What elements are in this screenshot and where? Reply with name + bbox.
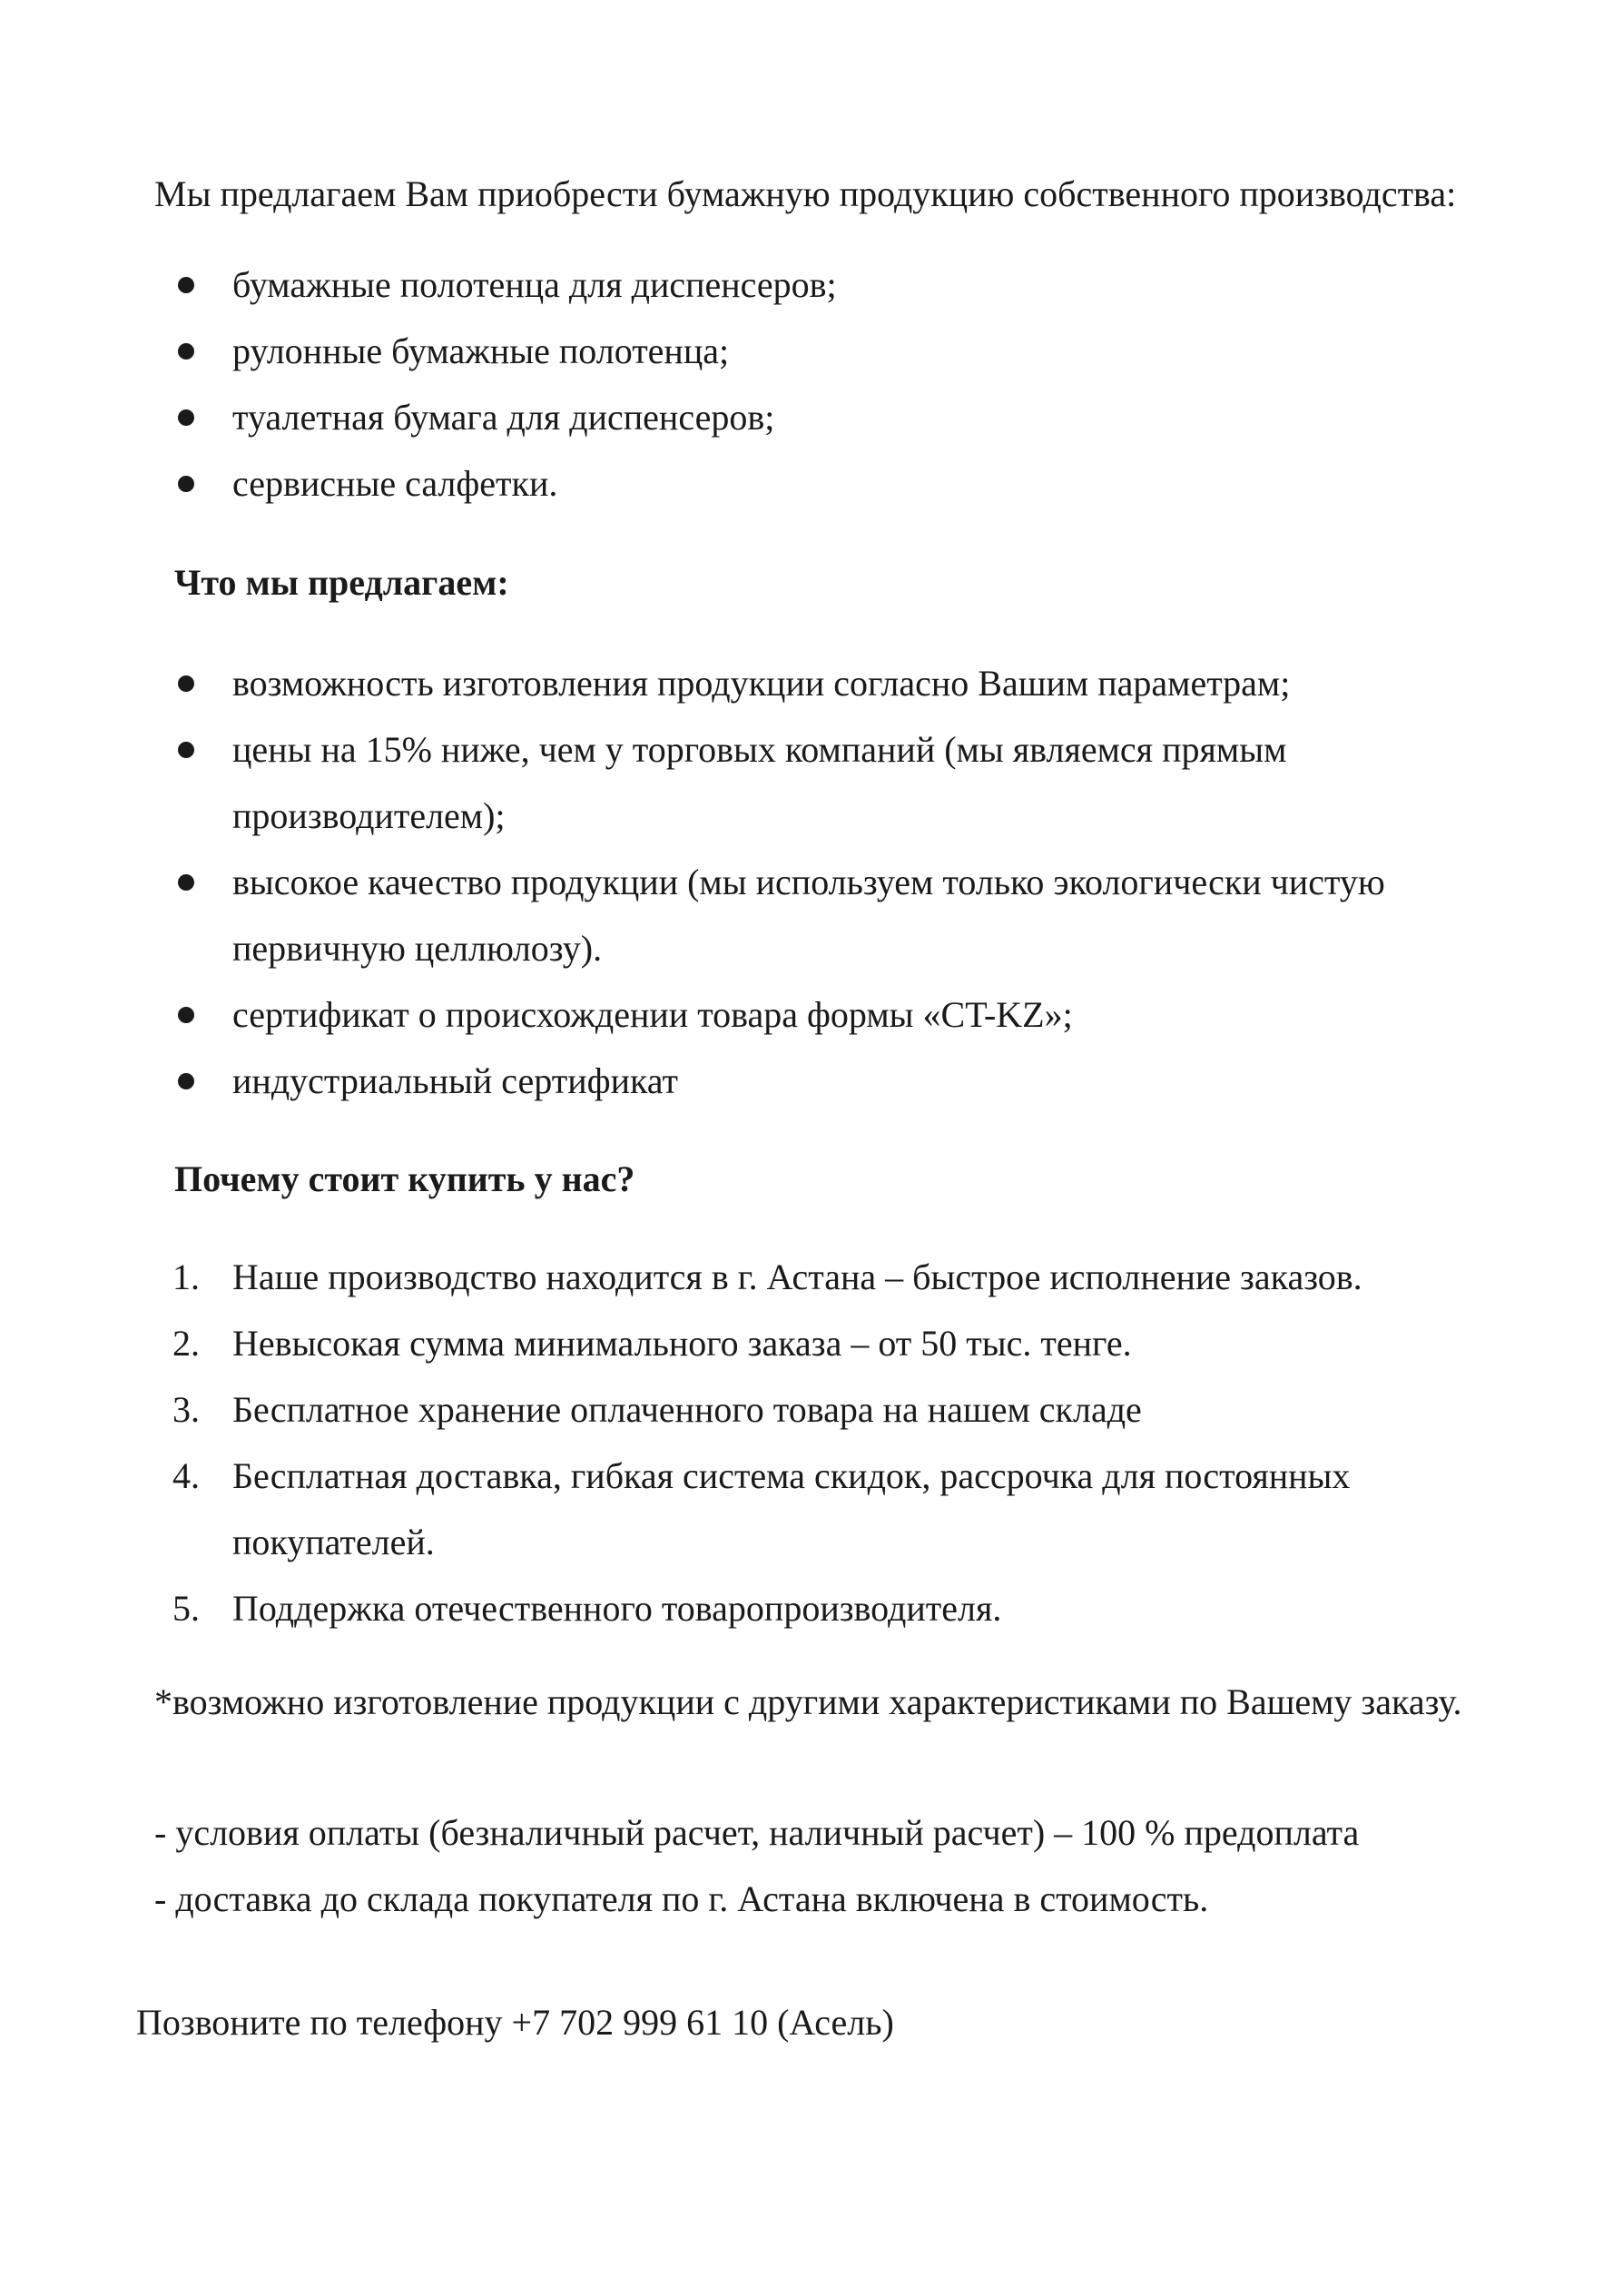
- bullet-icon: [178, 675, 194, 692]
- offer-item: высокое качество продукции (мы используем только экологически чистую: [232, 862, 1385, 902]
- custom-order-note: *возможно изготовление продукции с другими характеристиками по Вашему заказу.: [154, 1681, 1462, 1722]
- bullet-icon: [178, 874, 194, 891]
- offer-item-continuation: первичную целлюлозу).: [232, 928, 603, 969]
- why-heading: Почему стоит купить у нас?: [174, 1158, 635, 1199]
- product-item: бумажные полотенца для диспенсеров;: [232, 264, 837, 305]
- bullet-icon: [178, 1073, 194, 1089]
- list-number: 5.: [172, 1588, 200, 1629]
- bullet-icon: [178, 476, 194, 492]
- bullet-icon: [178, 1007, 194, 1023]
- delivery-terms: - доставка до склада покупателя по г. Астана включена в стоимость.: [154, 1878, 1209, 1919]
- contact-phone: Позвоните по телефону +7 702 999 61 10 (Асель): [136, 2002, 894, 2043]
- bullet-icon: [178, 277, 194, 293]
- bullet-icon: [178, 742, 194, 758]
- bullet-icon: [178, 343, 194, 360]
- reason-item: Наше производство находится в г. Астана – быстрое исполнение заказов.: [232, 1256, 1362, 1297]
- product-item: сервисные салфетки.: [232, 463, 558, 504]
- list-number: 1.: [172, 1256, 200, 1297]
- reason-item: Поддержка отечественного товаропроизводителя.: [232, 1588, 1002, 1629]
- list-number: 3.: [172, 1389, 200, 1430]
- payment-terms: - условия оплаты (безналичный расчет, наличный расчет) – 100 % предоплата: [154, 1812, 1360, 1853]
- product-item: туалетная бумага для диспенсеров;: [232, 397, 775, 438]
- offer-item: возможность изготовления продукции согласно Вашим параметрам;: [232, 663, 1291, 704]
- bullet-icon: [178, 409, 194, 426]
- offer-item: индустриальный сертификат: [232, 1060, 678, 1101]
- list-number: 2.: [172, 1323, 200, 1364]
- reason-item: Бесплатная доставка, гибкая система скидок, рассрочка для постоянных: [232, 1455, 1351, 1496]
- reason-item-continuation: покупателей.: [232, 1522, 435, 1562]
- offer-item: сертификат о происхождении товара формы «CT-KZ»;: [232, 994, 1073, 1035]
- offer-heading: Что мы предлагаем:: [174, 562, 509, 603]
- product-item: рулонные бумажные полотенца;: [232, 330, 730, 371]
- offer-item-continuation: производителем);: [232, 795, 506, 836]
- intro-text: Мы предлагаем Вам приобрести бумажную продукцию собственного производства:: [154, 173, 1457, 214]
- list-number: 4.: [172, 1455, 200, 1496]
- offer-item: цены на 15% ниже, чем у торговых компаний (мы являемся прямым: [232, 729, 1287, 770]
- reason-item: Невысокая сумма минимального заказа – от 50 тыс. тенге.: [232, 1323, 1132, 1364]
- reason-item: Бесплатное хранение оплаченного товара на нашем складе: [232, 1389, 1142, 1430]
